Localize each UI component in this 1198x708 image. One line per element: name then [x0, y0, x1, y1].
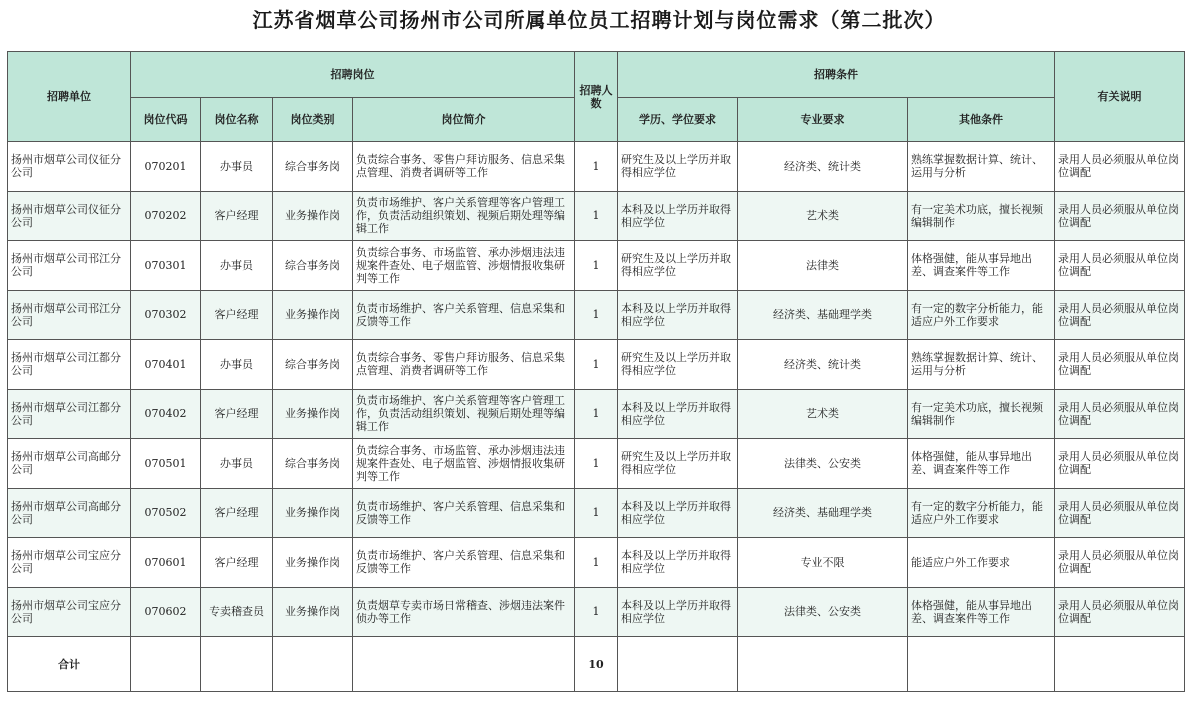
cell-category: 综合事务岗	[273, 142, 353, 192]
total-empty-cell	[1055, 637, 1185, 692]
header-category: 岗位类别	[273, 98, 353, 142]
cell-other: 能适应户外工作要求	[908, 538, 1055, 588]
cell-notes: 录用人员必须服从单位岗位调配	[1055, 488, 1185, 538]
cell-education: 研究生及以上学历并取得相应学位	[618, 340, 738, 390]
header-intro: 岗位简介	[353, 98, 575, 142]
cell-count: 1	[575, 340, 618, 390]
table-row	[8, 142, 1185, 192]
cell-unit: 扬州市烟草公司高邮分公司	[8, 488, 131, 538]
cell-major: 法律类	[738, 241, 908, 291]
total-row	[8, 637, 1185, 692]
table-row	[8, 241, 1185, 291]
cell-intro: 负责市场维护、客户关系管理等客户管理工作，负责活动组织策划、视频后期处理等编辑工作	[353, 191, 575, 241]
cell-name: 办事员	[201, 142, 273, 192]
cell-unit: 扬州市烟草公司仪征分公司	[8, 142, 131, 192]
cell-unit: 扬州市烟草公司江都分公司	[8, 389, 131, 439]
cell-other: 体格强健，能从事异地出差、调查案件等工作	[908, 439, 1055, 489]
cell-notes: 录用人员必须服从单位岗位调配	[1055, 439, 1185, 489]
cell-unit: 扬州市烟草公司江都分公司	[8, 340, 131, 390]
cell-notes: 录用人员必须服从单位岗位调配	[1055, 241, 1185, 291]
cell-major: 艺术类	[738, 191, 908, 241]
cell-unit: 扬州市烟草公司宝应分公司	[8, 587, 131, 637]
total-count: 10	[575, 637, 618, 692]
cell-intro: 负责综合事务、零售户拜访服务、信息采集点管理、消费者调研等工作	[353, 142, 575, 192]
page-title: 江苏省烟草公司扬州市公司所属单位员工招聘计划与岗位需求（第二批次）	[252, 8, 946, 32]
cell-other: 有一定的数字分析能力，能适应户外工作要求	[908, 488, 1055, 538]
table-row	[8, 488, 1185, 538]
cell-major: 专业不限	[738, 538, 908, 588]
cell-notes: 录用人员必须服从单位岗位调配	[1055, 340, 1185, 390]
cell-intro: 负责市场维护、客户关系管理、信息采集和反馈等工作	[353, 488, 575, 538]
cell-notes: 录用人员必须服从单位岗位调配	[1055, 142, 1185, 192]
cell-category: 业务操作岗	[273, 191, 353, 241]
cell-major: 经济类、统计类	[738, 142, 908, 192]
cell-intro: 负责综合事务、市场监管、承办涉烟违法违规案件查处、电子烟监管、涉烟情报收集研判等工作	[353, 439, 575, 489]
cell-code: 070202	[131, 191, 201, 241]
cell-education: 本科及以上学历并取得相应学位	[618, 191, 738, 241]
table-row	[8, 538, 1185, 588]
cell-code: 070502	[131, 488, 201, 538]
total-empty-cell	[353, 637, 575, 692]
cell-name: 客户经理	[201, 290, 273, 340]
cell-count: 1	[575, 587, 618, 637]
cell-name: 客户经理	[201, 191, 273, 241]
cell-other: 熟练掌握数据计算、统计、运用与分析	[908, 142, 1055, 192]
cell-code: 070201	[131, 142, 201, 192]
header-count: 招聘人数	[575, 52, 618, 142]
cell-intro: 负责综合事务、市场监管、承办涉烟违法违规案件查处、电子烟监管、涉烟情报收集研判等工作	[353, 241, 575, 291]
cell-major: 经济类、统计类	[738, 340, 908, 390]
cell-other: 熟练掌握数据计算、统计、运用与分析	[908, 340, 1055, 390]
table-row	[8, 290, 1185, 340]
cell-name: 专卖稽查员	[201, 587, 273, 637]
cell-name: 办事员	[201, 439, 273, 489]
cell-name: 办事员	[201, 241, 273, 291]
cell-other: 有一定的数字分析能力，能适应户外工作要求	[908, 290, 1055, 340]
header-name: 岗位名称	[201, 98, 273, 142]
cell-other: 体格强健，能从事异地出差、调查案件等工作	[908, 241, 1055, 291]
header-code: 岗位代码	[131, 98, 201, 142]
cell-intro: 负责烟草专卖市场日常稽查、涉烟违法案件侦办等工作	[353, 587, 575, 637]
cell-code: 070301	[131, 241, 201, 291]
cell-intro: 负责市场维护、客户关系管理等客户管理工作，负责活动组织策划、视频后期处理等编辑工作	[353, 389, 575, 439]
cell-name: 客户经理	[201, 389, 273, 439]
header-notes: 有关说明	[1055, 52, 1185, 142]
total-empty-cell	[908, 637, 1055, 692]
cell-education: 研究生及以上学历并取得相应学位	[618, 439, 738, 489]
cell-category: 业务操作岗	[273, 587, 353, 637]
cell-unit: 扬州市烟草公司邗江分公司	[8, 241, 131, 291]
total-empty-cell	[618, 637, 738, 692]
total-label: 合计	[8, 637, 131, 692]
total-empty-cell	[201, 637, 273, 692]
cell-category: 业务操作岗	[273, 538, 353, 588]
cell-major: 经济类、基础理学类	[738, 488, 908, 538]
cell-other: 有一定美术功底，擅长视频编辑制作	[908, 389, 1055, 439]
cell-category: 综合事务岗	[273, 340, 353, 390]
cell-education: 研究生及以上学历并取得相应学位	[618, 241, 738, 291]
cell-count: 1	[575, 290, 618, 340]
cell-intro: 负责综合事务、零售户拜访服务、信息采集点管理、消费者调研等工作	[353, 340, 575, 390]
cell-other: 体格强健，能从事异地出差、调查案件等工作	[908, 587, 1055, 637]
header-position-group: 招聘岗位	[131, 52, 575, 98]
cell-category: 业务操作岗	[273, 488, 353, 538]
cell-education: 研究生及以上学历并取得相应学位	[618, 142, 738, 192]
cell-count: 1	[575, 191, 618, 241]
header-conditions-group: 招聘条件	[618, 52, 1055, 98]
cell-count: 1	[575, 142, 618, 192]
header-education: 学历、学位要求	[618, 98, 738, 142]
cell-unit: 扬州市烟草公司高邮分公司	[8, 439, 131, 489]
cell-education: 本科及以上学历并取得相应学位	[618, 587, 738, 637]
cell-category: 综合事务岗	[273, 241, 353, 291]
cell-code: 070602	[131, 587, 201, 637]
cell-major: 法律类、公安类	[738, 439, 908, 489]
header-unit: 招聘单位	[8, 52, 131, 142]
total-empty-cell	[738, 637, 908, 692]
cell-category: 综合事务岗	[273, 439, 353, 489]
table-row	[8, 587, 1185, 637]
table-row	[8, 389, 1185, 439]
cell-name: 办事员	[201, 340, 273, 390]
cell-code: 070601	[131, 538, 201, 588]
total-empty-cell	[273, 637, 353, 692]
cell-count: 1	[575, 538, 618, 588]
cell-notes: 录用人员必须服从单位岗位调配	[1055, 191, 1185, 241]
cell-education: 本科及以上学历并取得相应学位	[618, 538, 738, 588]
cell-notes: 录用人员必须服从单位岗位调配	[1055, 290, 1185, 340]
cell-education: 本科及以上学历并取得相应学位	[618, 290, 738, 340]
header-major: 专业要求	[738, 98, 908, 142]
table-row	[8, 340, 1185, 390]
cell-code: 070402	[131, 389, 201, 439]
header-other: 其他条件	[908, 98, 1055, 142]
cell-name: 客户经理	[201, 538, 273, 588]
cell-category: 业务操作岗	[273, 290, 353, 340]
cell-notes: 录用人员必须服从单位岗位调配	[1055, 587, 1185, 637]
cell-code: 070302	[131, 290, 201, 340]
cell-unit: 扬州市烟草公司邗江分公司	[8, 290, 131, 340]
cell-unit: 扬州市烟草公司宝应分公司	[8, 538, 131, 588]
cell-code: 070501	[131, 439, 201, 489]
cell-count: 1	[575, 439, 618, 489]
recruitment-table	[7, 51, 1185, 692]
cell-intro: 负责市场维护、客户关系管理、信息采集和反馈等工作	[353, 538, 575, 588]
total-empty-cell	[131, 637, 201, 692]
cell-notes: 录用人员必须服从单位岗位调配	[1055, 538, 1185, 588]
cell-notes: 录用人员必须服从单位岗位调配	[1055, 389, 1185, 439]
cell-unit: 扬州市烟草公司仪征分公司	[8, 191, 131, 241]
cell-intro: 负责市场维护、客户关系管理、信息采集和反馈等工作	[353, 290, 575, 340]
table-row	[8, 191, 1185, 241]
cell-education: 本科及以上学历并取得相应学位	[618, 389, 738, 439]
table-row	[8, 439, 1185, 489]
cell-major: 艺术类	[738, 389, 908, 439]
cell-category: 业务操作岗	[273, 389, 353, 439]
cell-other: 有一定美术功底，擅长视频编辑制作	[908, 191, 1055, 241]
cell-code: 070401	[131, 340, 201, 390]
cell-count: 1	[575, 241, 618, 291]
cell-major: 经济类、基础理学类	[738, 290, 908, 340]
cell-education: 本科及以上学历并取得相应学位	[618, 488, 738, 538]
cell-count: 1	[575, 488, 618, 538]
table-body	[8, 142, 1185, 692]
cell-count: 1	[575, 389, 618, 439]
cell-major: 法律类、公安类	[738, 587, 908, 637]
cell-name: 客户经理	[201, 488, 273, 538]
